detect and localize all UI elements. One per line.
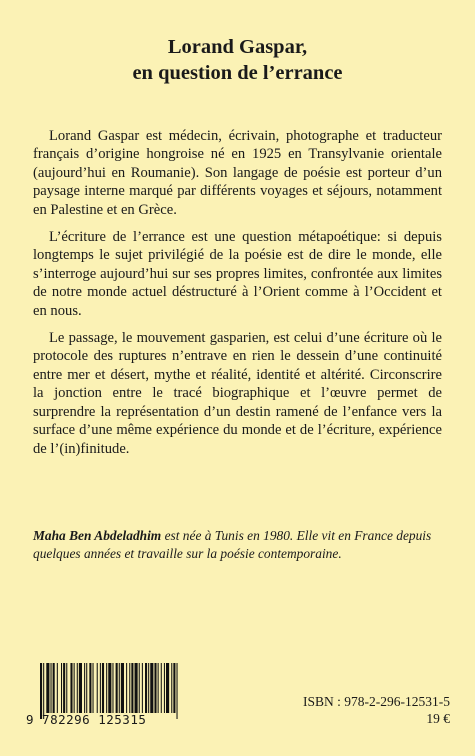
- barcode-bar: [158, 663, 159, 713]
- barcode-bar: [173, 663, 175, 713]
- barcode-bar: [70, 663, 72, 713]
- price: 19 €: [426, 711, 450, 726]
- isbn: ISBN : 978-2-296-12531-5: [303, 694, 450, 709]
- barcode-bar: [61, 663, 62, 713]
- barcode-bar: [164, 663, 165, 713]
- title-line-2: en question de l’errance: [132, 62, 343, 84]
- barcode-bar: [112, 663, 113, 713]
- barcode-bar: [150, 663, 153, 713]
- barcode-bar: [57, 663, 58, 713]
- book-title: [0, 34, 475, 86]
- barcode-bar: [86, 663, 87, 713]
- barcode-bar: [84, 663, 85, 713]
- barcode-bar: [89, 663, 91, 713]
- barcode-bar: [139, 663, 140, 713]
- barcode-bar: [77, 663, 78, 713]
- barcode-bar: [148, 663, 149, 713]
- barcode-bar: [161, 663, 162, 713]
- barcode-bar: [106, 663, 107, 713]
- barcode-bar: [145, 663, 147, 713]
- barcode-bar: [51, 663, 52, 713]
- barcode-bar: [100, 663, 101, 713]
- blurb-paragraph: Lorand Gaspar est médecin, écrivain, photographe et traducteur français d’origine hongroise né en 1925 en Transylvanie orientale (aujourd’hui en Roumanie). Son langage de poésie est porteur d’un paysage interne marqué par différents voyages et séjours, notamment en Palestine et en Grèce.: [33, 128, 442, 218]
- barcode-bar: [166, 663, 169, 713]
- barcode-bar: [131, 663, 133, 713]
- barcode-bars: [26, 663, 216, 719]
- title-line-1: Lorand Gaspar,: [167, 36, 308, 58]
- author-bio-text: est née à Tunis en 1980. Elle vit en France depuis quelques années et travaille sur la poésie contemporaine.: [33, 528, 432, 562]
- blurb-paragraph: Le passage, le mouvement gasparien, est celui d’une écriture où le protocole des ruptures n’entrave en rien le dessein d’une continuité entre mer et désert, mythe et réalité, identité et altérité. Circonscrire la jonction entre le tracé biographique et l’œuvre permet de surprendre la représentation d’un destin ramené de l’enfance vers la surface d’une même expérience du monde et de l’écriture, expérience de l’(in)finitude.: [33, 330, 442, 457]
- barcode: [26, 663, 226, 731]
- barcode-bar: [129, 663, 130, 713]
- author-name: Maha Ben Abdeladhim: [33, 528, 162, 543]
- barcode-bar: [66, 663, 67, 713]
- barcode-bar: [142, 663, 143, 713]
- barcode-bar: [171, 663, 172, 713]
- barcode-bar: [46, 663, 49, 713]
- barcode-bar: [43, 663, 44, 719]
- barcode-bar: [40, 663, 42, 719]
- barcode-bar: [116, 663, 118, 713]
- barcode-bar: [121, 663, 124, 713]
- author-bio: [33, 527, 453, 564]
- barcode-bar: [108, 663, 111, 713]
- barcode-bar: [93, 663, 94, 713]
- barcode-bar: [177, 663, 178, 719]
- barcode-bar: [154, 663, 156, 713]
- barcode-bar: [63, 663, 65, 713]
- barcode-bar: [53, 663, 55, 713]
- barcode-bar: [97, 663, 98, 713]
- barcode-bar: [74, 663, 75, 713]
- barcode-bar: [126, 663, 127, 713]
- barcode-bar: [135, 663, 138, 713]
- blurb: [33, 127, 442, 467]
- barcode-bar: [79, 663, 82, 713]
- barcode-digits: 9 782296 125315: [26, 712, 147, 727]
- barcode-bar: [102, 663, 104, 713]
- blurb-paragraph: L’écriture de l’errance est une question métapoétique: si depuis longtemps le sujet privilégié de la poésie est de dire le monde, elle s’interroge aujourd’hui sur ses propres limites, confrontée aux limites de notre monde actuel déstructuré à l’Orient comme à l’Occident et en nous.: [33, 229, 442, 319]
- barcode-bar: [119, 663, 120, 713]
